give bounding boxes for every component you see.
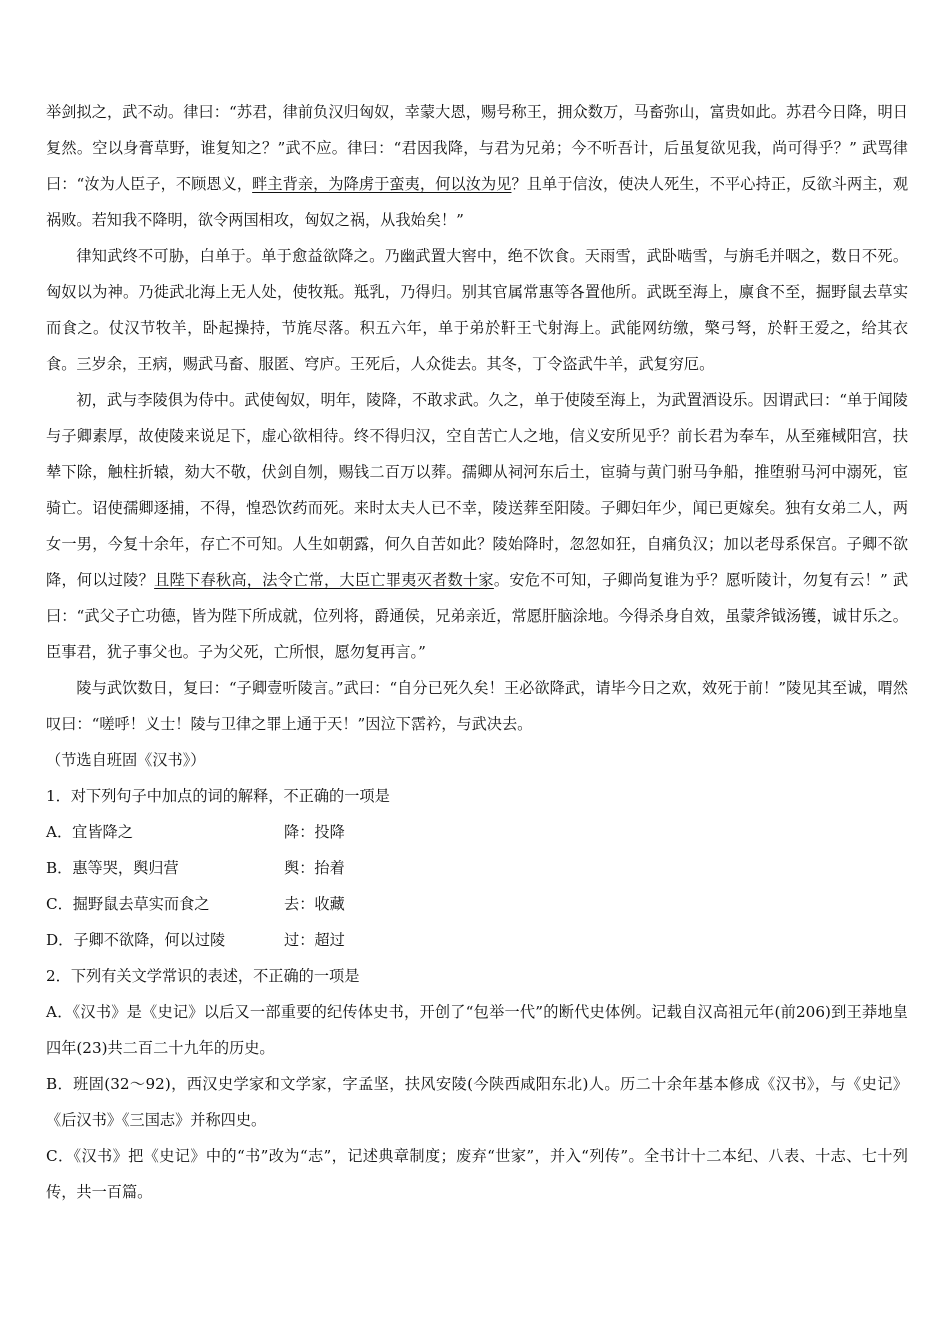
option-gloss: 过：超过 [284,931,345,949]
question-1-stem: 1．对下列句子中加点的词的解释，不正确的一项是 [46,787,390,805]
question-1-option-b [46,850,908,886]
option-gloss: 去：收藏 [284,895,345,913]
question-1-option-c [46,886,908,922]
question-2-option-b: B．班固(32～92)，西汉史学家和文学家，字孟坚，扶风安陵(今陕西咸阳东北)人。历二十余年基本修成《汉书》，与《史记》《后汉书》《三国志》并称四史。 [46,1075,908,1129]
passage-paragraph-4: 陵与武饮数日，复曰：“子卿壹听陵言。”武曰：“自分已死久矣！王必欲降武，请毕今日之欢，效死于前！”陵见其至诚，喟然叹曰：“嗟呼！义士！陵与卫律之罪上通于天！”因泣下霑衿，与武决去。 [46,679,908,733]
passage-paragraph-3 [46,382,908,670]
passage-text: ？且单于信汝，使决人死生，不平心持正，反欲斗两主，观祸败。若知我不降明，欲令两国相攻，匈奴之祸，从我始矣！” [46,175,909,229]
passage-text: 初，武与李陵俱为侍中。武使匈奴，明年，陵降，不敢求武。久之，单于使陵至海上，为武置酒设乐。因谓武曰：“单于闻陵与子卿素厚，故使陵来说足下，虚心欲相待。终不得归汉，空自苦亡人之地，信义安所见乎？前长君为奉车，从至雍棫阳宫，扶辇下除，触柱折辕，劾大不敬，伏剑自刎，赐钱二百万以葬。孺卿从祠河东后土，宦骑与黄门驸马争船，推堕驸马河中溺死，宦骑亡。诏使孺卿逐捕，不得，惶恐饮药而死。来时太夫人已不幸，陵送葬至阳陵。子卿妇年少，闻已更嫁矣。独有女弟二人，两女一男，今复十余年，存亡不可知。人生如朝露，何久自苦如此？陵始降时，忽忽如狂，自痛负汉；加以老母系保宫。子卿不欲降，何以过陵？ [46,391,908,589]
question-1-option-a [46,814,908,850]
passage-paragraph-1 [46,94,908,238]
passage-source: （节选自班固《汉书》） [46,751,206,769]
passage-text: 。安危不可知，子卿尚复谁为乎？愿听陵计，勿复有云！” 武曰：“武父子亡功德，皆为陛下所成就，位列将，爵通侯，兄弟亲近，常愿肝脑涂地。今得杀身自效，虽蒙斧钺汤镬，诚甘乐之。臣事君，犹子事父也。子为父死，亡所恨，愿勿复再言。” [46,571,909,661]
passage-paragraph-2: 律知武终不可胁，白单于。单于愈益欲降之。乃幽武置大窖中，绝不饮食。天雨雪，武卧啮雪，与旃毛并咽之，数日不死。匈奴以为神。乃徙武北海上无人处，使牧羝。羝乳，乃得归。别其官属常惠等各置他所。武既至海上，廪食不至，掘野鼠去草实而食之。仗汉节牧羊，卧起操持，节旄尽落。积五六年，单于弟於靬王弋射海上。武能网纺缴，檠弓弩，於靬王爱之，给其衣食。三岁余，王病，赐武马畜、服匿、穹庐。王死后，人众徙去。其冬，丁令盗武牛羊，武复穷厄。 [46,247,908,373]
question-2-option-c: C．《汉书》把《史记》中的“书”改为“志”，记述典章制度；废弃“世家”，并入“列传”。全书计十二本纪、八表、十志、七十列传，共一百篇。 [46,1147,908,1201]
underlined-sentence: 畔主背亲，为降虏于蛮夷，何以汝为见 [252,175,512,193]
option-sentence: C．掘野鼠去草实而食之 [46,895,210,913]
underlined-sentence: 且陛下春秋高，法令亡常，大臣亡罪夷灭者数十家 [154,571,494,589]
option-sentence: B．惠等哭，舆归营 [46,859,179,877]
question-2-option-a: A．《汉书》是《史记》以后又一部重要的纪传体史书，开创了“包举一代”的断代史体例。记载自汉高祖元年(前206)到王莽地皇四年(23)共二百二十九年的历史。 [46,1003,908,1057]
question-2-stem: 2．下列有关文学常识的表述，不正确的一项是 [46,967,360,985]
option-gloss: 舆：抬着 [284,859,345,877]
document-page [46,94,908,1210]
option-sentence: D．子卿不欲降，何以过陵 [46,931,226,949]
option-sentence: A．宜皆降之 [46,823,133,841]
passage-text: 举剑拟之，武不动。律曰：“苏君，律前负汉归匈奴，幸蒙大恩，赐号称王，拥众数万，马畜弥山，富贵如此。苏君今日降，明日复然。空以身膏草野，谁复知之？”武不应。律曰：“君因我降，与君为兄弟；今不听吾计，后虽复欲见我，尚可得乎？” 武骂律曰：“汝为人臣子，不顾恩义， [46,103,908,193]
question-1-option-d [46,922,908,958]
option-gloss: 降：投降 [284,823,345,841]
